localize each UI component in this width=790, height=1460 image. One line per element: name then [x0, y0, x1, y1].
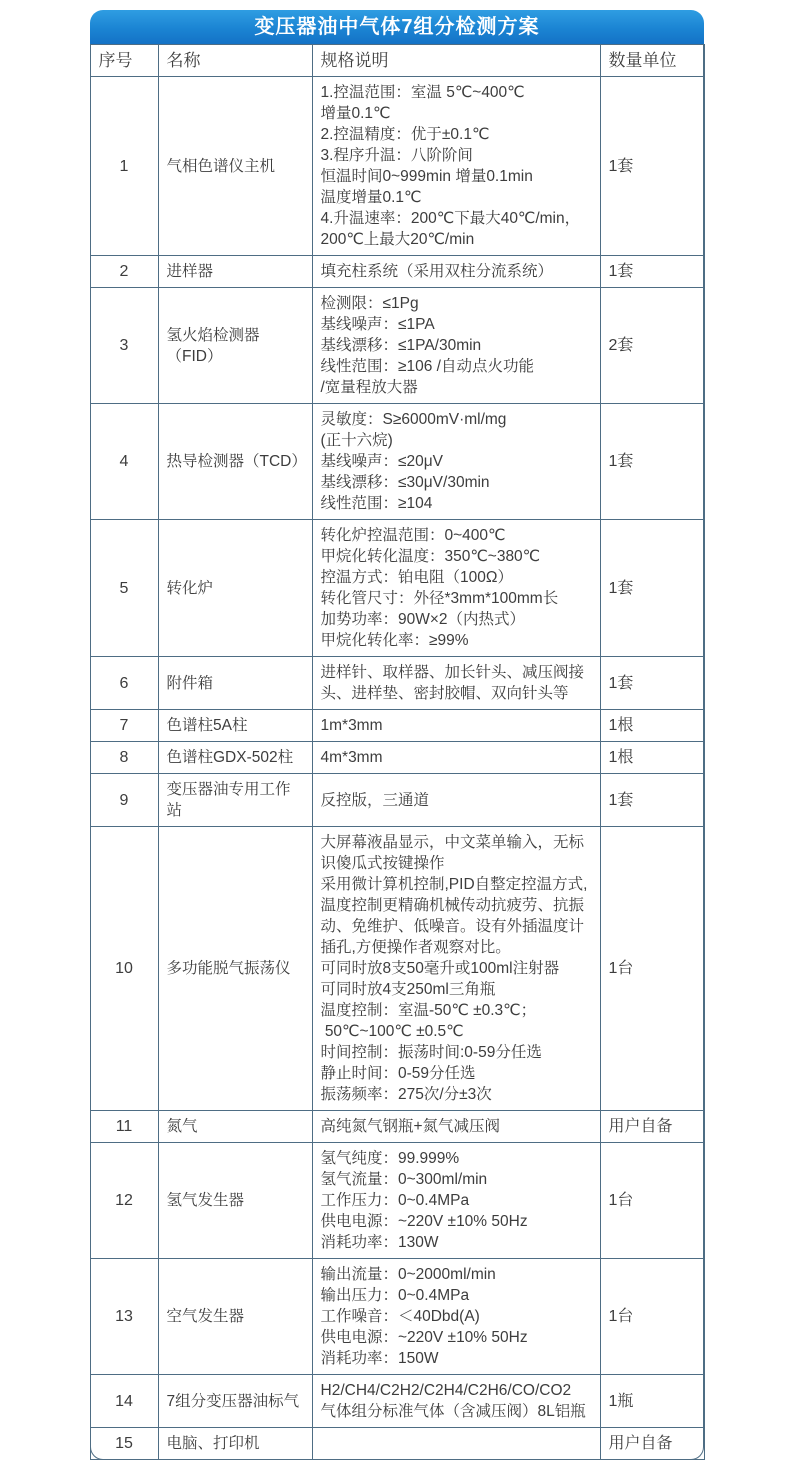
- spec-line: 振荡频率：275次/分±3次: [320, 1086, 492, 1103]
- table-row: [90, 774, 704, 827]
- header-row: [90, 45, 704, 77]
- spec-line: 增量0.1℃: [320, 105, 391, 122]
- spec-line: (正十六烷): [320, 432, 393, 449]
- spec-line: 填充柱系统（采用双柱分流系统）: [320, 263, 554, 280]
- spec-line: 供电电源：~220V ±10% 50Hz: [320, 1213, 528, 1230]
- row-index-cell: 1: [90, 77, 158, 256]
- spec-line: 消耗功率：130W: [320, 1234, 439, 1251]
- spec-line: 采用微计算机控制,PID自整定控温方式,温度控制更精确机械传动抗疲劳、抗振动、免维护、低噪音。设有外插温度计插孔,方便操作者观察对比。: [320, 876, 588, 956]
- item-spec-cell: [312, 77, 600, 256]
- item-spec-cell: [312, 520, 600, 657]
- spec-line: 工作压力：0~0.4MPa: [320, 1192, 470, 1209]
- spec-line: 可同时放4支250ml三角瓶: [320, 981, 496, 998]
- item-name-cell: 附件箱: [158, 657, 312, 710]
- spec-line: 输出压力：0~0.4MPa: [320, 1287, 470, 1304]
- spec-line: 1.控温范围：室温 5℃~400℃: [320, 84, 525, 101]
- item-name-cell: 色谱柱GDX-502柱: [158, 742, 312, 774]
- item-spec-cell: [312, 1259, 600, 1375]
- spec-line: H2/CH4/C2H2/C2H4/C2H6/CO/CO2: [320, 1382, 572, 1399]
- item-quantity-cell: 1根: [600, 742, 704, 774]
- spec-line: 反控版，三通道: [320, 791, 430, 809]
- spec-line: 基线漂移：≤1PA/30min: [320, 337, 482, 354]
- spec-line: 50℃~100℃ ±0.5℃: [320, 1023, 464, 1040]
- item-spec-cell: [312, 657, 600, 710]
- item-name-cell: 色谱柱5A柱: [158, 710, 312, 742]
- row-index-cell: 8: [90, 742, 158, 774]
- spec-line: 200℃上最大20℃/min: [320, 231, 475, 248]
- spec-line: 静止时间：0-59分任选: [320, 1065, 476, 1082]
- item-quantity-cell: 1台: [600, 1143, 704, 1259]
- item-quantity-cell: 用户自备: [600, 1428, 704, 1460]
- spec-line: 温度增量0.1℃: [320, 189, 422, 206]
- item-spec-cell: [312, 742, 600, 774]
- spec-line: /宽量程放大器: [320, 379, 418, 396]
- item-spec-cell: [312, 1428, 600, 1460]
- row-index-cell: 3: [90, 288, 158, 404]
- item-spec-cell: [312, 1375, 600, 1428]
- item-name-cell: 7组分变压器油标气: [158, 1375, 312, 1428]
- item-name-cell: 空气发生器: [158, 1259, 312, 1375]
- spec-line: 控温方式：铂电阻（100Ω）: [320, 569, 513, 586]
- spec-line: 工作噪音：＜40Dbd(A): [320, 1308, 480, 1325]
- item-name-cell: 进样器: [158, 256, 312, 288]
- item-name-cell: 氢气发生器: [158, 1143, 312, 1259]
- item-spec-cell: [312, 1143, 600, 1259]
- item-name-cell: 氮气: [158, 1111, 312, 1143]
- table-row: [90, 827, 704, 1111]
- table-row: [90, 1428, 704, 1460]
- item-spec-cell: [312, 256, 600, 288]
- spec-line: 氢气流量：0~300ml/min: [320, 1171, 488, 1188]
- item-quantity-cell: 1根: [600, 710, 704, 742]
- spec-line: 2.控温精度：优于±0.1℃: [320, 126, 490, 143]
- spec-line: 可同时放8支50毫升或100ml注射器: [320, 960, 560, 977]
- item-name-cell: 气相色谱仪主机: [158, 77, 312, 256]
- col-header-spec: 规格说明: [312, 45, 600, 77]
- item-spec-cell: [312, 827, 600, 1111]
- table-row: [90, 404, 704, 520]
- spec-line: 恒温时间0~999min 增量0.1min: [320, 168, 533, 185]
- table-row: [90, 1143, 704, 1259]
- item-name-cell: 电脑、打印机: [158, 1428, 312, 1460]
- row-index-cell: 6: [90, 657, 158, 710]
- spec-line: 时间控制：振荡时间:0-59分任选: [320, 1044, 542, 1061]
- item-quantity-cell: 1套: [600, 520, 704, 657]
- row-index-cell: 7: [90, 710, 158, 742]
- item-quantity-cell: 1台: [600, 827, 704, 1111]
- item-quantity-cell: 1台: [600, 1259, 704, 1375]
- row-index-cell: 14: [90, 1375, 158, 1428]
- item-name-cell: 氢火焰检测器（FID）: [158, 288, 312, 404]
- row-index-cell: 9: [90, 774, 158, 827]
- item-quantity-cell: 1套: [600, 77, 704, 256]
- table-body: [90, 77, 704, 1460]
- row-index-cell: 11: [90, 1111, 158, 1143]
- spec-card: [90, 10, 704, 1460]
- spec-line: 1m*3mm: [320, 717, 383, 734]
- col-header-name: 名称: [158, 45, 312, 77]
- spec-line: 转化管尺寸：外径*3mm*100mm长: [320, 590, 559, 607]
- spec-line: 线性范围：≥106 /自动点火功能: [320, 358, 534, 375]
- spec-line: 进样针、取样器、加长针头、减压阀接头、进样垫、密封胶帽、双向针头等: [320, 664, 585, 702]
- spec-line: 基线噪声：≤1PA: [320, 316, 435, 333]
- spec-line: 温度控制：室温-50℃ ±0.3℃；: [320, 1002, 537, 1019]
- row-index-cell: 13: [90, 1259, 158, 1375]
- col-header-index: 序号: [90, 45, 158, 77]
- item-spec-cell: [312, 774, 600, 827]
- spec-line: 甲烷化转化温度：350℃~380℃: [320, 548, 541, 565]
- spec-line: 3.程序升温：八阶阶间: [320, 147, 473, 164]
- item-quantity-cell: 用户自备: [600, 1111, 704, 1143]
- table-row: [90, 710, 704, 742]
- spec-table-wrap: [90, 44, 704, 1460]
- spec-line: 4.升温速率：200℃下最大40℃/min，: [320, 210, 581, 227]
- spec-line: 检测限：≤1Pg: [320, 295, 419, 312]
- spec-line: 输出流量：0~2000ml/min: [320, 1266, 496, 1283]
- col-header-quantity: 数量单位: [600, 45, 704, 77]
- item-quantity-cell: 1套: [600, 774, 704, 827]
- table-row: [90, 288, 704, 404]
- spec-line: 线性范围：≥104: [320, 495, 433, 512]
- spec-line: 加势功率：90W×2（内热式）: [320, 611, 526, 628]
- item-quantity-cell: 1套: [600, 657, 704, 710]
- table-row: [90, 77, 704, 256]
- item-spec-cell: [312, 1111, 600, 1143]
- item-name-cell: 热导检测器（TCD）: [158, 404, 312, 520]
- item-name-cell: 转化炉: [158, 520, 312, 657]
- spec-line: 高纯氮气钢瓶+氮气减压阀: [320, 1118, 501, 1135]
- table-row: [90, 742, 704, 774]
- item-name-cell: 变压器油专用工作站: [158, 774, 312, 827]
- page-title: 变压器油中气体7组分检测方案: [90, 10, 704, 44]
- row-index-cell: 4: [90, 404, 158, 520]
- row-index-cell: 15: [90, 1428, 158, 1460]
- spec-line: 消耗功率：150W: [320, 1350, 439, 1367]
- spec-line: 转化炉控温范围：0~400℃: [320, 527, 506, 544]
- table-row: [90, 256, 704, 288]
- spec-line: 气体组分标准气体（含减压阀）8L铝瓶: [320, 1403, 586, 1420]
- table-row: [90, 1375, 704, 1428]
- item-spec-cell: [312, 710, 600, 742]
- table-row: [90, 657, 704, 710]
- row-index-cell: 2: [90, 256, 158, 288]
- spec-line: 基线噪声：≤20μV: [320, 453, 444, 470]
- item-quantity-cell: 1套: [600, 256, 704, 288]
- item-quantity-cell: 1套: [600, 404, 704, 520]
- spec-line: 4m*3mm: [320, 749, 383, 766]
- row-index-cell: 10: [90, 827, 158, 1111]
- row-index-cell: 12: [90, 1143, 158, 1259]
- table-row: [90, 1111, 704, 1143]
- spec-line: 甲烷化转化率：≥99%: [320, 632, 469, 649]
- spec-table: [90, 44, 705, 1460]
- item-spec-cell: [312, 288, 600, 404]
- spec-line: 灵敏度：S≥6000mV·ml/mg: [320, 411, 507, 428]
- item-quantity-cell: 1瓶: [600, 1375, 704, 1428]
- table-row: [90, 520, 704, 657]
- spec-line: 基线漂移：≤30μV/30min: [320, 474, 490, 491]
- spec-line: 供电电源：~220V ±10% 50Hz: [320, 1329, 528, 1346]
- spec-line: 氢气纯度：99.999%: [320, 1150, 460, 1167]
- spec-line: 大屏幕液晶显示，中文菜单输入，无标识傻瓜式按键操作: [320, 834, 585, 872]
- item-name-cell: 多功能脱气振荡仪: [158, 827, 312, 1111]
- item-quantity-cell: 2套: [600, 288, 704, 404]
- item-spec-cell: [312, 404, 600, 520]
- row-index-cell: 5: [90, 520, 158, 657]
- table-row: [90, 1259, 704, 1375]
